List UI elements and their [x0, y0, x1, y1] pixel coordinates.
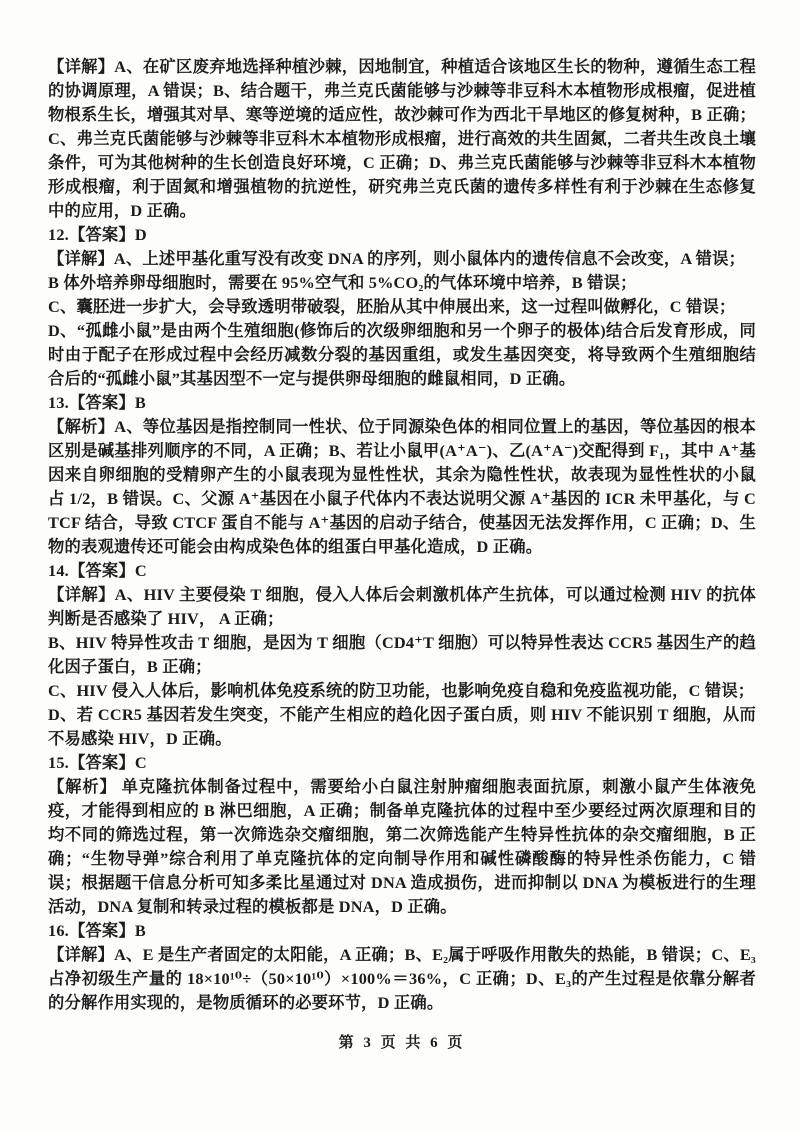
page-number-footer: 第 3 页 共 6 页	[338, 1035, 466, 1051]
q14-explanation-b-paragraph: B、HIV 特异性攻击 T 细胞，是因为 T 细胞（CD4⁺T 细胞）可以特异性表达 CCR5 基因生产的趋化因子蛋白，B 正确；	[48, 633, 756, 676]
q15-analysis-paragraph: 【解析】 单克隆抗体制备过程中，需要给小白鼠注射肿瘤细胞表面抗原，刺激小鼠产生体液免疫，才能得到相应的 B 淋巴细胞，A 正确；制备单克隆抗体的过程中至少要经过两次原理和目的均不同的筛选过程，第一次筛选杂交瘤细胞，第二次筛选能产生特异性抗体的杂交瘤细胞，B 正确；“生物导弹”综合利用了单克隆抗体的定向制导作用和碱性磷酸酶的特异性杀伤能力，C 错误；根据题干信息分析可知多柔比星通过对 DNA 造成损伤，进而抑制以 DNA 为模板进行的生理活动，DNA 复制和转录过程的模板都是 DNA，D 正确。	[48, 777, 756, 916]
q16-answer-line: 16.【答案】B	[48, 921, 146, 940]
q14-explanation-c-paragraph: C、HIV 侵入人体后，影响机体免疫系统的防卫功能，也影响免疫自稳和免疫监视功能，C 错误；	[48, 681, 755, 700]
q11-explanation-paragraph: 【详解】A、在矿区废弃地选择种植沙棘，因地制宜，种植适合该地区生长的物种，遵循生态工程的协调原理，A 错误；B、结合题干，弗兰克氏菌能够与沙棘等非豆科木本植物形成根瘤，促进植物根系生长，增强其对旱、寒等逆境的适应性，故沙棘可作为西北干旱地区的修复树种，B 正确；C、弗兰克氏菌能够与沙棘等非豆科木本植物形成根瘤，进行高效的共生固氮，二者共生改良土壤条件，可为其他树种的生长创造良好环境，C 正确；D、弗兰克氏菌能够与沙棘等非豆科木本植物形成根瘤，利于固氮和增强植物的抗逆性，研究弗兰克氏菌的遗传多样性有利于沙棘在生态修复中的应用，D 正确。	[48, 57, 756, 220]
q15-answer-line: 15.【答案】C	[48, 753, 147, 772]
q16-explanation-paragraph: 【详解】A、E 是生产者固定的太阳能，A 正确；B、E₂属于呼吸作用散失的热能，B 错误；C、E₃占净初级生产量的 18×10¹⁰÷（50×10¹⁰）×100%＝36%，C 正确；D、E₃的产生过程是依靠分解者的分解作用实现的，是物质循环的必要环节，D 正确。	[48, 945, 756, 1012]
q12-explanation-d-paragraph: D、“孤雌小鼠”是由两个生殖细胞(修饰后的次级卵细胞和另一个卵子的极体)结合后发育形成，同时由于配子在形成过程中会经历减数分裂的基因重组，或发生基因突变，将导致两个生殖细胞结合后的“孤雌小鼠”其基因型不一定与提供卵母细胞的雌鼠相同，D 正确。	[48, 321, 756, 388]
q13-analysis-paragraph: 【解析】A、等位基因是指控制同一性状、位于同源染色体的相同位置上的基因，等位基因的根本区别是碱基排列顺序的不同，A 正确；B、若让小鼠甲(A⁺A⁻)、乙(A⁺A⁻)交配得到 F₁，其中 A⁺基因来自卵细胞的受精卵产生的小鼠表现为显性性状，其余为隐性性状，故表现为显性性状的小鼠占 1/2，B 错误。C、父源 A⁺基因在小鼠子代体内不表达说明父源 A⁺基因的 ICR 未甲基化，与 CTCF 结合，导致 CTCF 蛋自不能与 A⁺基因的启动子结合，使基因无法发挥作用，C 正确；D、生物的表观遗传还可能会由构成染色体的组蛋白甲基化造成，D 正确。	[48, 417, 756, 556]
q14-answer-line: 14.【答案】C	[48, 561, 147, 580]
q12-answer-line: 12.【答案】D	[48, 225, 147, 244]
q12-explanation-c-paragraph: C、囊胚进一步扩大，会导致透明带破裂，胚胎从其中伸展出来，这一过程叫做孵化，C 错误；	[48, 297, 736, 316]
q13-answer-line: 13.【答案】B	[48, 393, 146, 412]
q14-explanation-a-paragraph: 【详解】A、HIV 主要侵染 T 细胞，侵入人体后会刺激机体产生抗体，可以通过检测 HIV 的抗体判断是否感染了 HIV， A 正确；	[48, 585, 756, 628]
q14-explanation-d-paragraph: D、若 CCR5 基因若发生突变，不能产生相应的趋化因子蛋白质，则 HIV 不能识别 T 细胞，从而不易感染 HIV，D 正确。	[48, 705, 756, 748]
q12-explanation-b-paragraph: B 体外培养卵母细胞时，需要在 95%空气和 5%CO₂的气体环境中培养，B 错误；	[48, 273, 637, 292]
q12-explanation-a-paragraph: 【详解】A、上述甲基化重写没有改变 DNA 的序列，则小鼠体内的遗传信息不会改变，A 错误；	[48, 249, 746, 268]
